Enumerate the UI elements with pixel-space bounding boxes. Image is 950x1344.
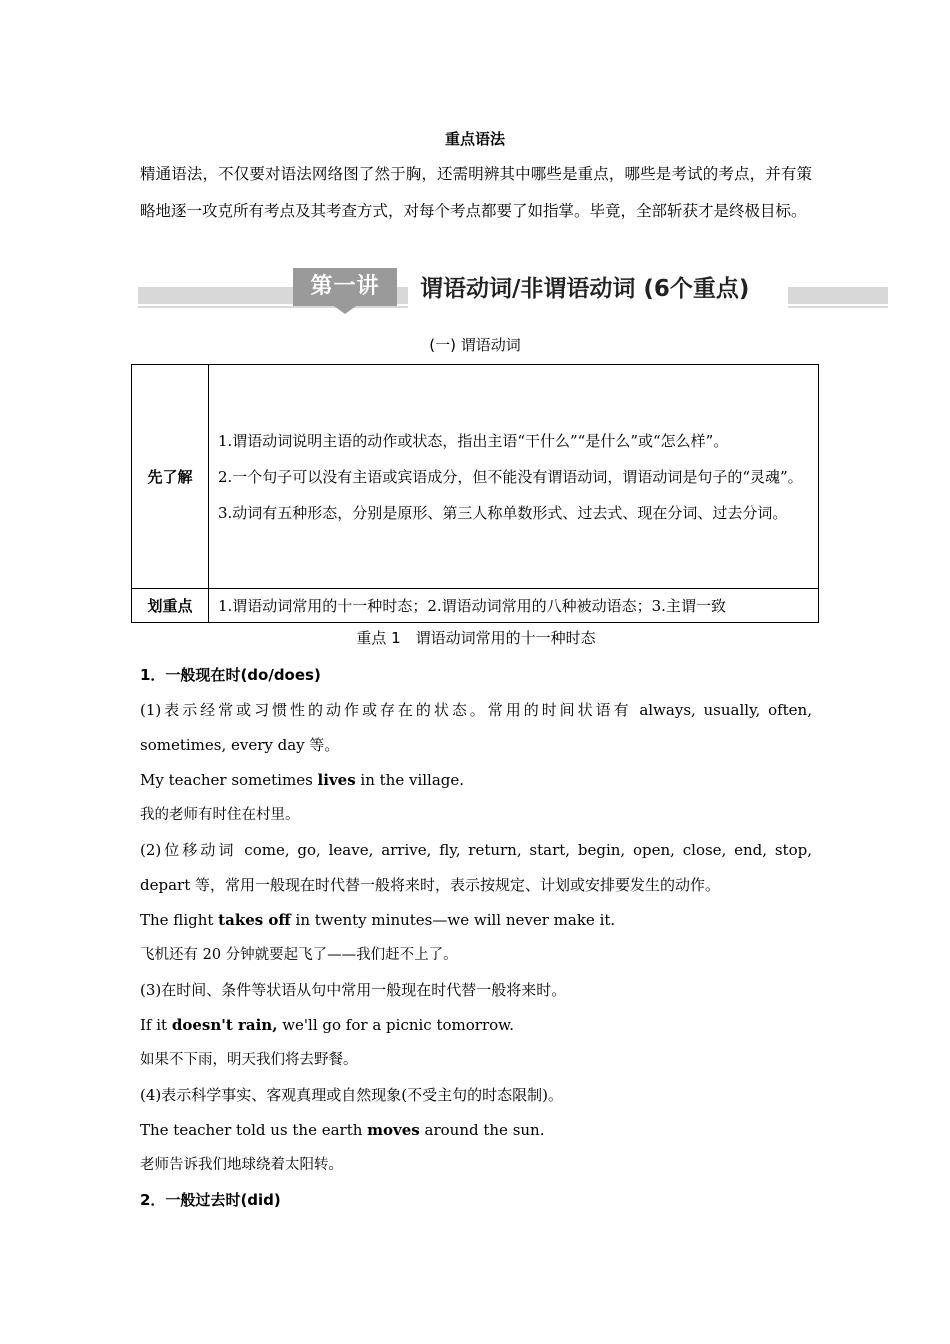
list-item: 1.谓语动词说明主语的动作或状态，指出主语“干什么”“是什么”或“怎么样”。 [218,431,729,450]
example-translation: 老师告诉我们地球绕着太阳转。 [140,1157,343,1173]
lecture-title: 谓语动词/非谓语动词 (6个重点) [420,276,750,302]
list-item: 2.一个句子可以没有主语或宾语成分，但不能没有谓语动词，谓语动词是句子的“灵魂”。 [218,467,803,486]
lesson-body [140,628,812,1218]
tense-heading-simple-past: 2．一般过去时(did) [140,1191,281,1209]
table-row [132,365,819,589]
row-content-key-points: 1.谓语动词常用的十一种时态；2.谓语动词常用的八种被动语态；3.主谓一致 [209,589,819,623]
row-label-understand: 先了解 [132,365,209,589]
row-label-key-points: 划重点 [132,589,209,623]
example-sentence: My teacher sometimes lives in the village. [140,771,465,789]
focus-heading: 重点 1 谓语动词常用的十一种时态 [356,629,596,647]
example-translation: 飞机还有 20 分钟就要起飞了——我们赶不上了。 [140,947,458,963]
subheading: (一) 谓语动词 [429,336,521,354]
row-content-understand [209,365,819,589]
overview-table [131,364,819,623]
example-translation: 如果不下雨，明天我们将去野餐。 [140,1052,358,1068]
example-sentence: The teacher told us the earth moves around the sun. [140,1121,545,1139]
tag-notch [334,306,356,314]
rule-paragraph: (4)表示科学事实、客观真理或自然现象(不受主句的时态限制)。 [140,1086,563,1104]
lecture-number-tag: 第一讲 [293,268,397,306]
section-title: 重点语法 [444,130,505,148]
example-sentence: If it doesn't rain, we'll go for a picnic tomorrow. [140,1016,514,1034]
tense-heading-simple-present: 1．一般现在时(do/does) [140,666,321,684]
intro-paragraph: 精通语法，不仅要对语法网络图了然于胸，还需明辨其中哪些是重点，哪些是考试的考点，并有策略地逐一攻克所有考点及其考查方式，对每个考点都要了如指掌。毕竟，全部斩获才是终极目标。 [140,165,812,220]
list-item: 3.动词有五种形态，分别是原形、第三人称单数形式、过去式、现在分词、过去分词。 [218,503,788,522]
rule-paragraph: (2)位移动词 come, go, leave, arrive, fly, return, start, begin, open, close, end, stop, depart 等，常用一般现在时代替一般将来时，表示按规定、计划或安排要发生的动作。 [140,841,812,894]
example-translation: 我的老师有时住在村里。 [140,807,300,823]
example-sentence: The flight takes off in twenty minutes—we will never make it. [140,911,616,929]
rule-paragraph: (3)在时间、条件等状语从句中常用一般现在时代替一般将来时。 [140,981,567,999]
rule-paragraph: (1)表示经常或习惯性的动作或存在的状态。常用的时间状语有 always, usually, often, sometimes, every day 等。 [140,701,812,754]
lecture-banner [138,268,888,318]
table-row [132,589,819,623]
